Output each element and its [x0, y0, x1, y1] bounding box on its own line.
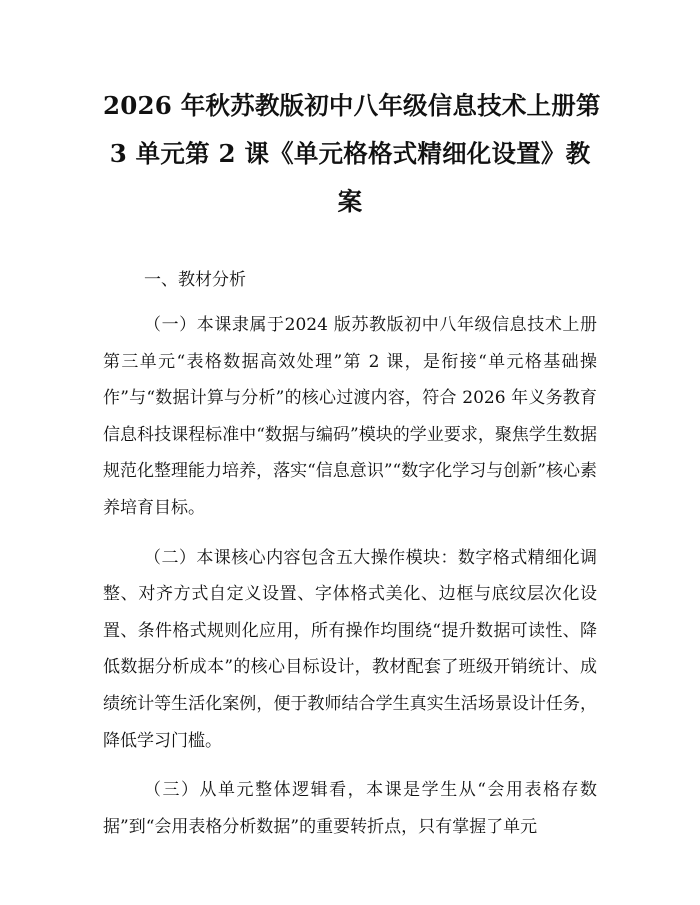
title-line-1: 2026 年秋苏教版初中八年级信息技术上册第 — [103, 91, 601, 120]
document-title — [103, 82, 601, 226]
paragraph-2: （二）本课核心内容包含五大操作模块：数字格式精细化调整、对齐方式自定义设置、字体格式美化、边框与底纹层次化设置、条件格式规则化应用，所有操作均围绕“提升数据可读性、降低数据分析成本”的核心目标设计，教材配套了班级开销统计、成绩统计等生活化案例，便于教师结合学生真实生活场景设计任务，降低学习门槛。 — [103, 547, 597, 751]
title-line-2: 3 单元第 2 课《单元格格式精细化设置》教 — [109, 139, 591, 168]
title-line-3: 案 — [337, 187, 363, 216]
section-heading: 一、教材分析 — [144, 270, 246, 290]
paragraph-1: （一）本课隶属于2024 版苏教版初中八年级信息技术上册第三单元“表格数据高效处理”第 2 课，是衔接“单元格基础操作”与“数据计算与分析”的核心过渡内容，符合 2026 年义务教育信息科技课程标准中“数据与编码”模块的学业要求，聚焦学生数据规范化整理能力培养，落实“信息意识”“数字化学习与创新”核心素养培育目标。 — [103, 315, 597, 518]
paragraph-3: （三）从单元整体逻辑看，本课是学生从“会用表格存数据”到“会用表格分析数据”的重要转折点，只有掌握了单元 — [103, 780, 597, 837]
